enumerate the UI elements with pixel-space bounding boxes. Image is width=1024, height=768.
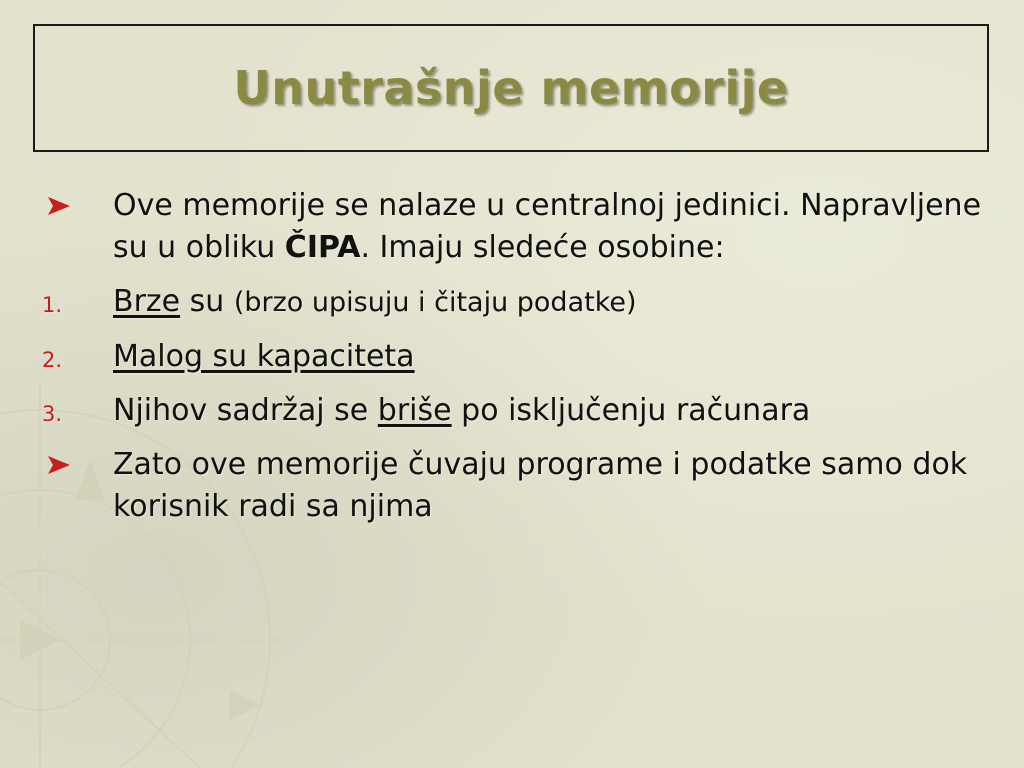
slide-title: Unutrašnje memorije (233, 61, 789, 115)
numbered-item-3 (40, 390, 1000, 432)
bullet-text-part: Njihov sadržaj se (113, 393, 378, 428)
underlined-word: briše (377, 393, 452, 428)
parenthetical-text: (brzo upisuju i čitaju podatke) (233, 287, 637, 318)
bullet-text (113, 393, 810, 428)
arrow-bullet-icon (40, 185, 100, 227)
bullet-text-part: . Imaju sledeće osobine: (360, 230, 725, 265)
bullet-item-1 (40, 185, 1000, 269)
underlined-word: Brze (113, 284, 181, 319)
bullet-text: Zato ove memorije čuvaju programe i podatke samo dok korisnik radi sa njima (113, 447, 968, 524)
number-marker: 1. (42, 293, 63, 317)
bullet-text-part: po isključenju računara (451, 393, 811, 428)
numbered-item-1 (40, 281, 1000, 324)
bold-word: ČIPA (284, 230, 361, 265)
numbered-item-2 (40, 336, 1000, 378)
bullet-list (40, 185, 1000, 540)
title-box (33, 24, 989, 152)
bullet-text-part: Ove memorije se nalaze u centralnoj jedinici. Napravljene su u obliku (113, 188, 982, 265)
arrow-bullet-icon (40, 444, 100, 486)
bullet-text-part: su (180, 284, 234, 319)
bullet-item-2 (40, 444, 1000, 528)
bullet-text (113, 188, 981, 265)
number-marker: 3. (42, 402, 63, 426)
number-marker: 2. (42, 348, 63, 372)
bullet-text (113, 284, 637, 319)
underlined-text: Malog su kapaciteta (113, 339, 415, 374)
